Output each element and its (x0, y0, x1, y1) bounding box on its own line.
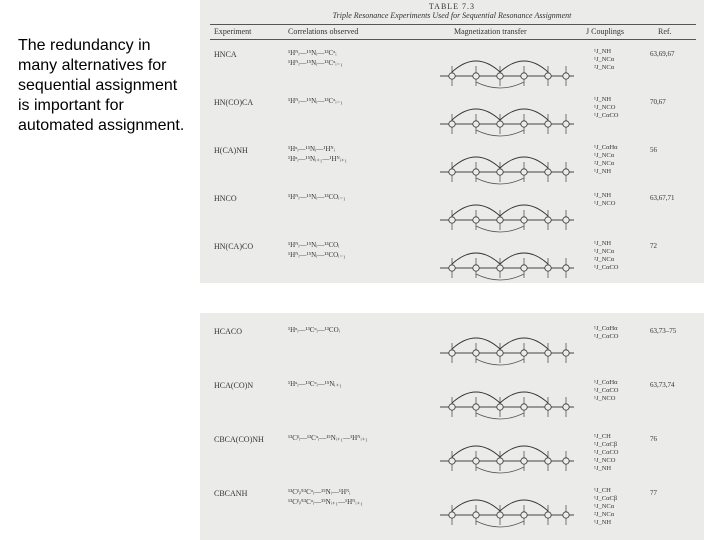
correlation-line: ¹Hᴺᵢ—¹⁵Nᵢ—¹³COᵢ₋₁ (288, 251, 346, 259)
explanatory-note (18, 36, 208, 136)
header-experiment: Experiment (214, 27, 252, 36)
table-row (200, 481, 704, 535)
experiment-name: HCA(CO)N (214, 381, 254, 390)
coupling-line: ¹J_CαCO (594, 264, 619, 271)
coupling-line: ¹J_NH (594, 48, 612, 55)
table-row (200, 427, 704, 481)
coupling-line: ¹J_CαHα (594, 379, 618, 386)
coupling-line: ¹J_CαCβ (594, 441, 618, 448)
reference-numbers: 56 (650, 146, 657, 154)
correlation-line: ¹Hᴺᵢ—¹⁵Nᵢ—¹³COᵢ (288, 241, 340, 249)
coupling-line: ²J_NCα (594, 160, 615, 167)
correlations-observed (288, 487, 363, 507)
correlation-line: ¹³Cᵝᵢ/¹³Cᵅᵢ—¹⁵Nᵢ—¹Hᴺᵢ (288, 488, 351, 496)
table-scan-bottom (200, 313, 704, 540)
correlation-line: ¹Hᴺᵢ—¹⁵Nᵢ—¹³Cᵅᵢ₋₁ (288, 59, 343, 67)
correlations-observed (288, 379, 342, 389)
note-line: is important for (18, 97, 124, 114)
coupling-line: ¹J_NCO (594, 200, 616, 207)
correlation-line: ¹³Cᵝᵢ—¹³Cᵅᵢ—¹⁵Nᵢ₊₁—¹Hᴺᵢ₊₁ (288, 434, 368, 442)
magnetization-transfer-diagram (432, 485, 582, 533)
header-rule (210, 24, 696, 25)
correlation-line: ¹Hᵅᵢ—¹⁵Nᵢ—¹Hᴺᵢ (288, 145, 335, 153)
note-line: automated assignment. (18, 117, 185, 134)
coupling-line: ¹J_NH (594, 240, 612, 247)
coupling-line: ²J_NCα (594, 256, 615, 263)
coupling-line: ¹J_NH (594, 465, 612, 472)
coupling-line: ¹J_NCO (594, 104, 616, 111)
correlations-observed (288, 325, 340, 335)
coupling-line: ¹J_CαHα (594, 144, 618, 151)
reference-numbers: 63,67,71 (650, 194, 675, 202)
coupling-line: ¹J_NCα (594, 152, 615, 159)
experiment-name: HNCA (214, 50, 237, 59)
coupling-line: ¹J_NH (594, 519, 612, 526)
experiment-name: HCACO (214, 327, 243, 336)
experiment-name: HN(CA)CO (214, 242, 254, 251)
experiment-name: CBCANH (214, 489, 248, 498)
j-couplings (594, 96, 619, 120)
magnetization-transfer-diagram (432, 431, 582, 479)
correlation-line: ¹Hᴺᵢ—¹⁵Nᵢ—¹³Cᵅᵢ (288, 49, 337, 57)
coupling-line: ¹J_CαCO (594, 449, 619, 456)
table-row (200, 186, 704, 234)
table-row (200, 42, 704, 90)
j-couplings (594, 240, 619, 272)
correlations-observed (288, 240, 345, 260)
correlation-line: ¹Hᵅᵢ—¹⁵Nᵢ₊₁—¹Hᴺᵢ₊₁ (288, 155, 348, 163)
header-transfer: Magnetization transfer (454, 27, 527, 36)
reference-numbers: 72 (650, 242, 657, 250)
correlation-line: ¹Hᵅᵢ—¹³Cᵅᵢ—¹⁵Nᵢ₊₁ (288, 380, 342, 388)
table-row (200, 319, 704, 373)
j-couplings (594, 487, 617, 527)
magnetization-transfer-diagram (432, 323, 582, 371)
correlation-line: ¹Hᵅᵢ—¹³Cᵅᵢ—¹³COᵢ (288, 326, 340, 334)
header-rule (210, 39, 696, 40)
note-line: many alternatives for (18, 57, 167, 74)
experiment-name: HNCO (214, 194, 237, 203)
j-couplings (594, 433, 619, 473)
coupling-line: ²J_NCα (594, 64, 615, 71)
magnetization-transfer-diagram (432, 46, 582, 94)
j-couplings (594, 379, 619, 403)
coupling-line: ¹J_NH (594, 192, 612, 199)
correlation-line: ¹³Cᵝᵢ/¹³Cᵅᵢ—¹⁵Nᵢ₊₁—¹Hᴺᵢ₊₁ (288, 498, 363, 506)
coupling-line: ¹J_CαCβ (594, 495, 618, 502)
correlations-observed (288, 433, 368, 443)
correlations-observed (288, 96, 343, 106)
table-row (200, 138, 704, 186)
j-couplings (594, 325, 619, 341)
experiment-name: CBCA(CO)NH (214, 435, 264, 444)
coupling-line: ¹J_NCα (594, 503, 615, 510)
coupling-line: ¹J_NCO (594, 395, 616, 402)
coupling-line: ¹J_NCα (594, 248, 615, 255)
reference-numbers: 63,69,67 (650, 50, 675, 58)
correlations-observed (288, 48, 343, 68)
correlations-observed (288, 144, 347, 164)
correlation-line: ¹Hᴺᵢ—¹⁵Nᵢ—¹³COᵢ₋₁ (288, 193, 346, 201)
magnetization-transfer-diagram (432, 142, 582, 190)
coupling-line: ¹J_CαCO (594, 112, 619, 119)
experiment-name: H(CA)NH (214, 146, 248, 155)
magnetization-transfer-diagram (432, 190, 582, 238)
table-header (200, 24, 704, 40)
magnetization-transfer-diagram (432, 94, 582, 142)
table-scan-top (200, 0, 704, 283)
table-row (200, 234, 704, 282)
coupling-line: ²J_NCα (594, 511, 615, 518)
coupling-line: ¹J_CαHα (594, 325, 618, 332)
note-line: The redundancy in (18, 37, 151, 54)
correlation-line: ¹Hᴺᵢ—¹⁵Nᵢ—¹³Cᵅᵢ₋₁ (288, 97, 343, 105)
coupling-line: ¹J_NH (594, 96, 612, 103)
table-title: Triple Resonance Experiments Used for Sequential Resonance Assignment (332, 11, 572, 20)
table-row (200, 90, 704, 138)
correlations-observed (288, 192, 345, 202)
coupling-line: ¹J_CαCO (594, 387, 619, 394)
coupling-line: ¹J_CαCO (594, 333, 619, 340)
coupling-line: ¹J_NCα (594, 56, 615, 63)
coupling-line: ¹J_NH (594, 168, 612, 175)
reference-numbers: 76 (650, 435, 657, 443)
magnetization-transfer-diagram (432, 377, 582, 425)
j-couplings (594, 48, 614, 72)
header-ref: Ref. (658, 27, 672, 36)
coupling-line: ¹J_CH (594, 433, 611, 440)
j-couplings (594, 192, 615, 208)
header-correlations: Correlations observed (288, 27, 359, 36)
experiment-name: HN(CO)CA (214, 98, 254, 107)
note-line: sequential assignment (18, 77, 178, 94)
table-label: TABLE 7.3 (428, 2, 476, 11)
reference-numbers: 63,73,74 (650, 381, 675, 389)
j-couplings (594, 144, 618, 176)
header-couplings: J Couplings (586, 27, 625, 36)
reference-numbers: 77 (650, 489, 657, 497)
reference-numbers: 63,73–75 (650, 327, 677, 335)
magnetization-transfer-diagram (432, 238, 582, 283)
table-row (200, 373, 704, 427)
coupling-line: ¹J_NCO (594, 457, 616, 464)
reference-numbers: 70,67 (650, 98, 666, 106)
coupling-line: ¹J_CH (594, 487, 611, 494)
